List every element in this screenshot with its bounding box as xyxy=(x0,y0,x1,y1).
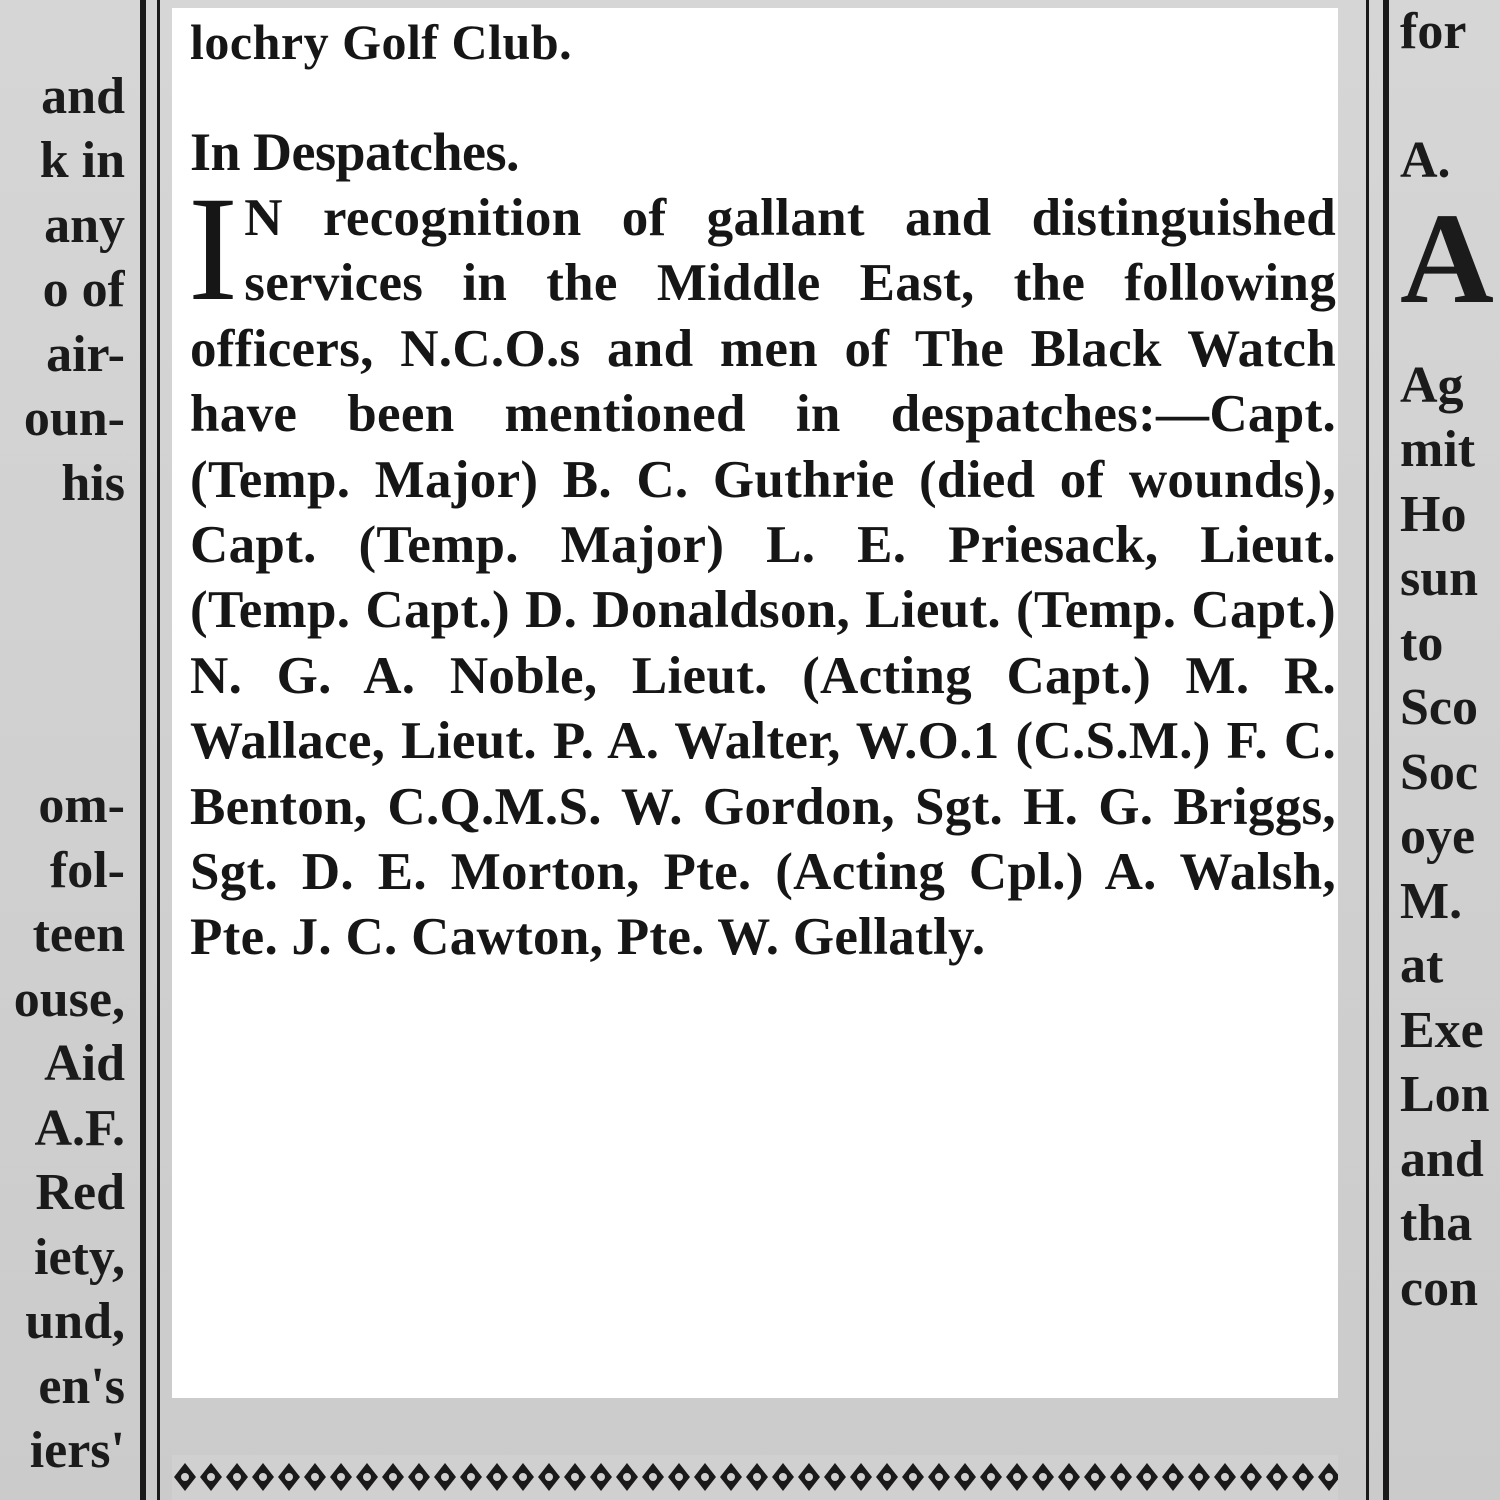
ornamental-border xyxy=(172,1455,1338,1500)
right-line: sun xyxy=(1400,550,1479,607)
previous-article-ending: lochry Golf Club. xyxy=(190,14,573,70)
left-line xyxy=(0,0,125,65)
left-line: teen xyxy=(32,906,125,963)
right-line: Sco xyxy=(1400,679,1478,736)
right-line: and xyxy=(1400,1130,1484,1188)
right-line: tha xyxy=(1400,1195,1473,1252)
right-line: to xyxy=(1400,614,1444,672)
column-rule-right-inner xyxy=(1366,0,1369,1500)
left-line: und, xyxy=(25,1293,125,1350)
right-line xyxy=(1400,65,1500,130)
right-line: Soc xyxy=(1400,743,1478,801)
right-line: Exe xyxy=(1400,1001,1484,1059)
right-line: mit xyxy=(1400,421,1476,478)
left-line: iety, xyxy=(34,1228,125,1286)
left-line xyxy=(0,516,125,581)
left-line: fol- xyxy=(49,841,125,899)
left-line: oun- xyxy=(23,390,125,447)
left-line: o of xyxy=(42,261,125,318)
right-line: Lon xyxy=(1400,1066,1490,1123)
left-line: ouse, xyxy=(13,970,125,1028)
right-line: oye xyxy=(1400,808,1476,865)
column-rule-right xyxy=(1383,0,1389,1500)
left-line: iers' xyxy=(29,1422,125,1479)
left-line xyxy=(0,645,125,710)
left-line: any xyxy=(44,196,125,254)
column-rule-left xyxy=(140,0,146,1500)
highlighted-article xyxy=(172,8,1338,1398)
left-line: his xyxy=(61,454,125,512)
right-line: Ho xyxy=(1400,485,1467,543)
right-line: at xyxy=(1400,937,1444,994)
left-line: om- xyxy=(38,777,125,834)
right-column-fragment xyxy=(1400,0,1500,1500)
article-body-text: N recognition of gallant and distinguished services in the Middle East, the following officers, N.C.O.s and men of The Black Watch have been mentioned in despatches:—Capt. (Temp. Major) B. C. Guthrie (died of wounds), Capt. (Temp. Major) L. E. Priesack, Lieut. (Temp. Capt.) D. Donaldson, Lieut. (Temp. Capt.) N. G. A. Noble, Lieut. (Acting Capt.) M. R. Wallace, Lieut. P. A. Walter, W.O.1 (C.S.M.) F. C. Benton, C.Q.M.S. W. Gordon, Sgt. H. G. Briggs, Sgt. D. E. Morton, Pte. (Acting Cpl.) A. Walsh, Pte. J. C. Cawton, Pte. W. Gellatly. xyxy=(190,189,1336,967)
left-line: k in xyxy=(39,132,125,189)
column-rule-left-inner xyxy=(157,0,160,1500)
left-line: Red xyxy=(35,1164,125,1221)
left-line: A.F. xyxy=(34,1099,125,1157)
left-line: en's xyxy=(38,1357,125,1415)
drop-cap: I xyxy=(188,166,239,332)
right-line: A. xyxy=(1400,132,1451,189)
left-line xyxy=(0,710,125,775)
left-line xyxy=(0,581,125,646)
left-line: air- xyxy=(46,325,125,383)
article-body xyxy=(188,166,1336,971)
right-line: Ag xyxy=(1400,356,1464,414)
right-line: M. xyxy=(1400,872,1463,930)
article-heading: In Despatches. xyxy=(190,122,520,182)
right-line: con xyxy=(1400,1259,1478,1317)
right-line: for xyxy=(1400,3,1467,60)
ornament-pattern-icon xyxy=(172,1455,1338,1500)
left-column-fragment xyxy=(0,0,125,1500)
right-line: A xyxy=(1400,186,1494,331)
left-line: Aid xyxy=(44,1035,125,1092)
left-line: and xyxy=(41,67,125,125)
